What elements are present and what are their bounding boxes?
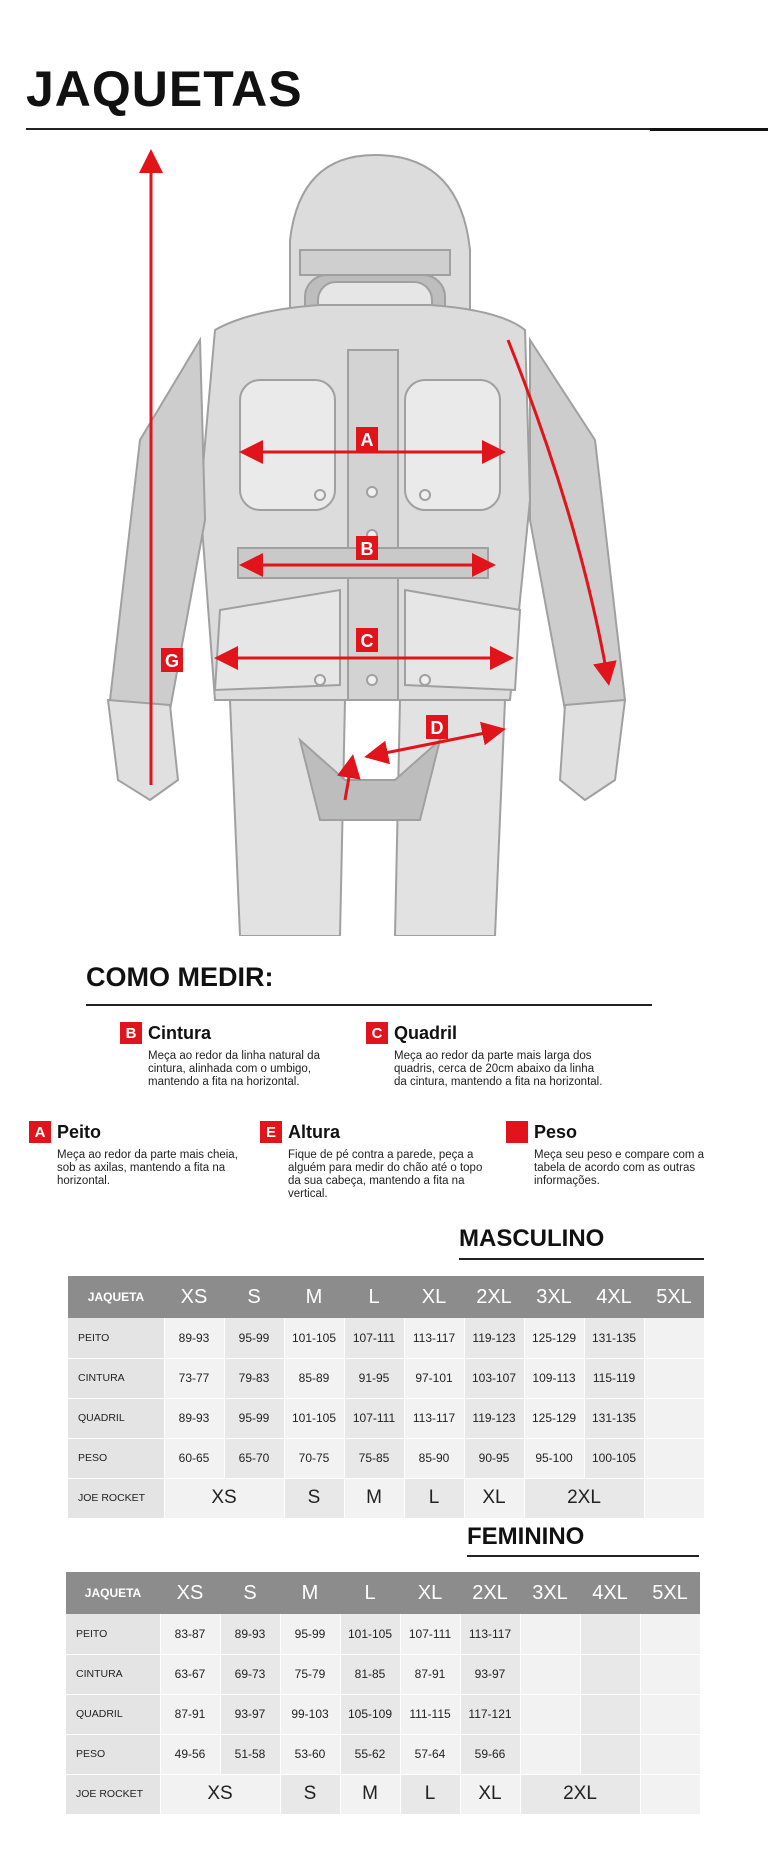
table-cell: 75-79 <box>280 1654 340 1694</box>
table-cell: 107-111 <box>344 1318 404 1358</box>
table-cell: 117-121 <box>460 1694 520 1734</box>
table-cell: 95-99 <box>280 1614 340 1654</box>
table-cell: 105-109 <box>340 1694 400 1734</box>
feminino-header-row <box>66 1572 700 1614</box>
table-row <box>68 1438 704 1478</box>
table-cell: 53-60 <box>280 1734 340 1774</box>
how-to-measure-title: COMO MEDIR: <box>86 962 274 992</box>
feminino-divider <box>467 1555 699 1557</box>
table-cell <box>520 1694 580 1734</box>
table-cell: 113-117 <box>460 1614 520 1654</box>
label-g: G <box>164 651 180 671</box>
table-cell: 125-129 <box>524 1318 584 1358</box>
row-label: PEITO <box>68 1318 164 1358</box>
table-cell <box>640 1694 700 1734</box>
table-cell: 69-73 <box>220 1654 280 1694</box>
table-cell: 75-85 <box>344 1438 404 1478</box>
table-cell: 49-56 <box>160 1734 220 1774</box>
masculino-header-jaqueta: JAQUETA <box>68 1276 164 1318</box>
table-cell: 70-75 <box>284 1438 344 1478</box>
table-cell: 81-85 <box>340 1654 400 1694</box>
table-cell: 87-91 <box>160 1694 220 1734</box>
hip-desc: Meça ao redor da parte mais larga dos quadris, cerca de 20cm abaixo da linha da cintura, mantendo a fita na horizontal. <box>394 1050 603 1088</box>
jacket-measurement-illustration <box>0 140 768 936</box>
masculino-header-l: L <box>344 1276 404 1318</box>
table-cell: 107-111 <box>400 1614 460 1654</box>
table-row <box>66 1654 700 1694</box>
label-a: A <box>360 430 374 450</box>
row-label: JOE ROCKET <box>66 1774 160 1814</box>
brand-size-cell: XL <box>464 1478 524 1518</box>
table-cell: 89-93 <box>164 1318 224 1358</box>
brand-size-cell: 2XL <box>520 1774 640 1814</box>
height-badge: E <box>260 1121 282 1143</box>
table-cell <box>644 1358 704 1398</box>
table-cell: 57-64 <box>400 1734 460 1774</box>
table-row <box>66 1694 700 1734</box>
chest-name: Peito <box>57 1121 102 1142</box>
table-cell <box>640 1654 700 1694</box>
table-cell: 89-93 <box>164 1398 224 1438</box>
masculino-header-3xl: 3XL <box>524 1276 584 1318</box>
table-cell: 83-87 <box>160 1614 220 1654</box>
table-row-brand <box>66 1774 700 1814</box>
height-desc: Fique de pé contra a parede, peça a alguém para medir do chão até o topo da sua cabeça, mantendo a fita na vertical. <box>288 1149 483 1200</box>
table-cell: 119-123 <box>464 1318 524 1358</box>
brand-size-cell: 2XL <box>524 1478 644 1518</box>
table-cell <box>580 1614 640 1654</box>
feminino-header-jaqueta: JAQUETA <box>66 1572 160 1614</box>
brand-size-cell: M <box>340 1774 400 1814</box>
feminino-header-2xl: 2XL <box>460 1572 520 1614</box>
waist-badge: B <box>120 1022 142 1044</box>
table-cell: 79-83 <box>224 1358 284 1398</box>
height-name: Altura <box>288 1121 341 1142</box>
masculino-header-s: S <box>224 1276 284 1318</box>
table-cell <box>644 1398 704 1438</box>
feminino-header-5xl: 5XL <box>640 1572 700 1614</box>
table-cell: 63-67 <box>160 1654 220 1694</box>
masculino-header-4xl: 4XL <box>584 1276 644 1318</box>
chest-desc: Meça ao redor da parte mais cheia, sob as axilas, mantendo a fita na horizontal. <box>57 1149 238 1187</box>
table-cell: 100-105 <box>584 1438 644 1478</box>
table-cell <box>640 1734 700 1774</box>
masculino-header-xl: XL <box>404 1276 464 1318</box>
table-cell <box>580 1734 640 1774</box>
brand-size-cell: S <box>280 1774 340 1814</box>
table-cell: 73-77 <box>164 1358 224 1398</box>
table-cell <box>520 1654 580 1694</box>
table-cell: 65-70 <box>224 1438 284 1478</box>
row-label: PESO <box>66 1734 160 1774</box>
table-cell: 101-105 <box>340 1614 400 1654</box>
table-cell <box>520 1614 580 1654</box>
measure-weight <box>506 1121 736 1188</box>
table-cell: 87-91 <box>400 1654 460 1694</box>
brand-size-cell: M <box>344 1478 404 1518</box>
table-cell: 97-101 <box>404 1358 464 1398</box>
weight-badge <box>506 1121 528 1143</box>
table-cell: 107-111 <box>344 1398 404 1438</box>
table-cell: 99-103 <box>280 1694 340 1734</box>
table-cell: 113-117 <box>404 1318 464 1358</box>
table-cell: 89-93 <box>220 1614 280 1654</box>
waist-desc: Meça ao redor da linha natural da cintura, alinhada com o umbigo, mantendo a fita na horizontal. <box>148 1050 320 1088</box>
table-cell: 59-66 <box>460 1734 520 1774</box>
measure-waist <box>120 1022 350 1089</box>
table-cell: 111-115 <box>400 1694 460 1734</box>
label-b: B <box>360 539 374 559</box>
measure-chest <box>29 1121 254 1188</box>
brand-size-cell <box>640 1774 700 1814</box>
brand-size-cell: L <box>404 1478 464 1518</box>
table-cell: 90-95 <box>464 1438 524 1478</box>
row-label: PEITO <box>66 1614 160 1654</box>
table-cell: 115-119 <box>584 1358 644 1398</box>
table-cell <box>520 1734 580 1774</box>
masculino-header-xs: XS <box>164 1276 224 1318</box>
brand-size-cell: S <box>284 1478 344 1518</box>
table-cell <box>644 1438 704 1478</box>
masculino-header-m: M <box>284 1276 344 1318</box>
label-c: C <box>360 631 374 651</box>
row-label: CINTURA <box>66 1654 160 1694</box>
table-cell: 103-107 <box>464 1358 524 1398</box>
weight-name: Peso <box>534 1121 578 1142</box>
table-cell <box>580 1694 640 1734</box>
hip-badge: C <box>366 1022 388 1044</box>
table-cell: 85-89 <box>284 1358 344 1398</box>
brand-size-cell: L <box>400 1774 460 1814</box>
table-cell: 60-65 <box>164 1438 224 1478</box>
page-title: JAQUETAS <box>26 61 303 117</box>
row-label: PESO <box>68 1438 164 1478</box>
table-cell: 93-97 <box>220 1694 280 1734</box>
table-cell: 101-105 <box>284 1318 344 1358</box>
table-row <box>68 1398 704 1438</box>
how-to-measure-divider <box>86 1004 652 1006</box>
table-row <box>68 1358 704 1398</box>
table-cell: 131-135 <box>584 1318 644 1358</box>
brand-size-cell: XS <box>160 1774 280 1814</box>
masculino-header-2xl: 2XL <box>464 1276 524 1318</box>
table-cell: 109-113 <box>524 1358 584 1398</box>
row-label: QUADRIL <box>68 1398 164 1438</box>
waist-name: Cintura <box>148 1022 211 1043</box>
table-cell: 51-58 <box>220 1734 280 1774</box>
row-label: CINTURA <box>68 1358 164 1398</box>
feminino-header-3xl: 3XL <box>520 1572 580 1614</box>
table-cell: 55-62 <box>340 1734 400 1774</box>
table-cell: 95-99 <box>224 1398 284 1438</box>
masculino-header-5xl: 5XL <box>644 1276 704 1318</box>
masculino-title: MASCULINO <box>459 1225 605 1252</box>
table-cell: 113-117 <box>404 1398 464 1438</box>
feminino-header-s: S <box>220 1572 280 1614</box>
feminino-header-4xl: 4XL <box>580 1572 640 1614</box>
table-cell <box>580 1654 640 1694</box>
brand-size-cell <box>644 1478 704 1518</box>
masculino-divider <box>459 1258 704 1260</box>
row-label: JOE ROCKET <box>68 1478 164 1518</box>
feminino-size-table <box>66 1572 701 1815</box>
masculino-size-table <box>68 1276 705 1519</box>
measure-height <box>260 1121 490 1201</box>
table-cell <box>644 1318 704 1358</box>
feminino-header-xs: XS <box>160 1572 220 1614</box>
chest-badge: A <box>29 1121 51 1143</box>
weight-desc: Meça seu peso e compare com a tabela de acordo com as outras informações. <box>534 1149 705 1187</box>
table-row-brand <box>68 1478 704 1518</box>
table-cell: 91-95 <box>344 1358 404 1398</box>
table-cell: 119-123 <box>464 1398 524 1438</box>
feminino-title: FEMININO <box>467 1523 585 1550</box>
table-cell: 131-135 <box>584 1398 644 1438</box>
feminino-header-m: M <box>280 1572 340 1614</box>
table-cell: 85-90 <box>404 1438 464 1478</box>
masculino-header-row <box>68 1276 704 1318</box>
table-row <box>68 1318 704 1358</box>
table-cell: 125-129 <box>524 1398 584 1438</box>
measure-hip <box>366 1022 606 1089</box>
hip-name: Quadril <box>394 1022 458 1043</box>
table-cell: 101-105 <box>284 1398 344 1438</box>
feminino-header-xl: XL <box>400 1572 460 1614</box>
table-row <box>66 1614 700 1654</box>
table-cell: 93-97 <box>460 1654 520 1694</box>
brand-size-cell: XL <box>460 1774 520 1814</box>
table-cell: 95-100 <box>524 1438 584 1478</box>
table-row <box>66 1734 700 1774</box>
table-cell <box>640 1614 700 1654</box>
feminino-header-l: L <box>340 1572 400 1614</box>
row-label: QUADRIL <box>66 1694 160 1734</box>
label-d: D <box>430 718 444 738</box>
table-cell: 95-99 <box>224 1318 284 1358</box>
brand-size-cell: XS <box>164 1478 284 1518</box>
title-divider-accent <box>650 128 768 131</box>
